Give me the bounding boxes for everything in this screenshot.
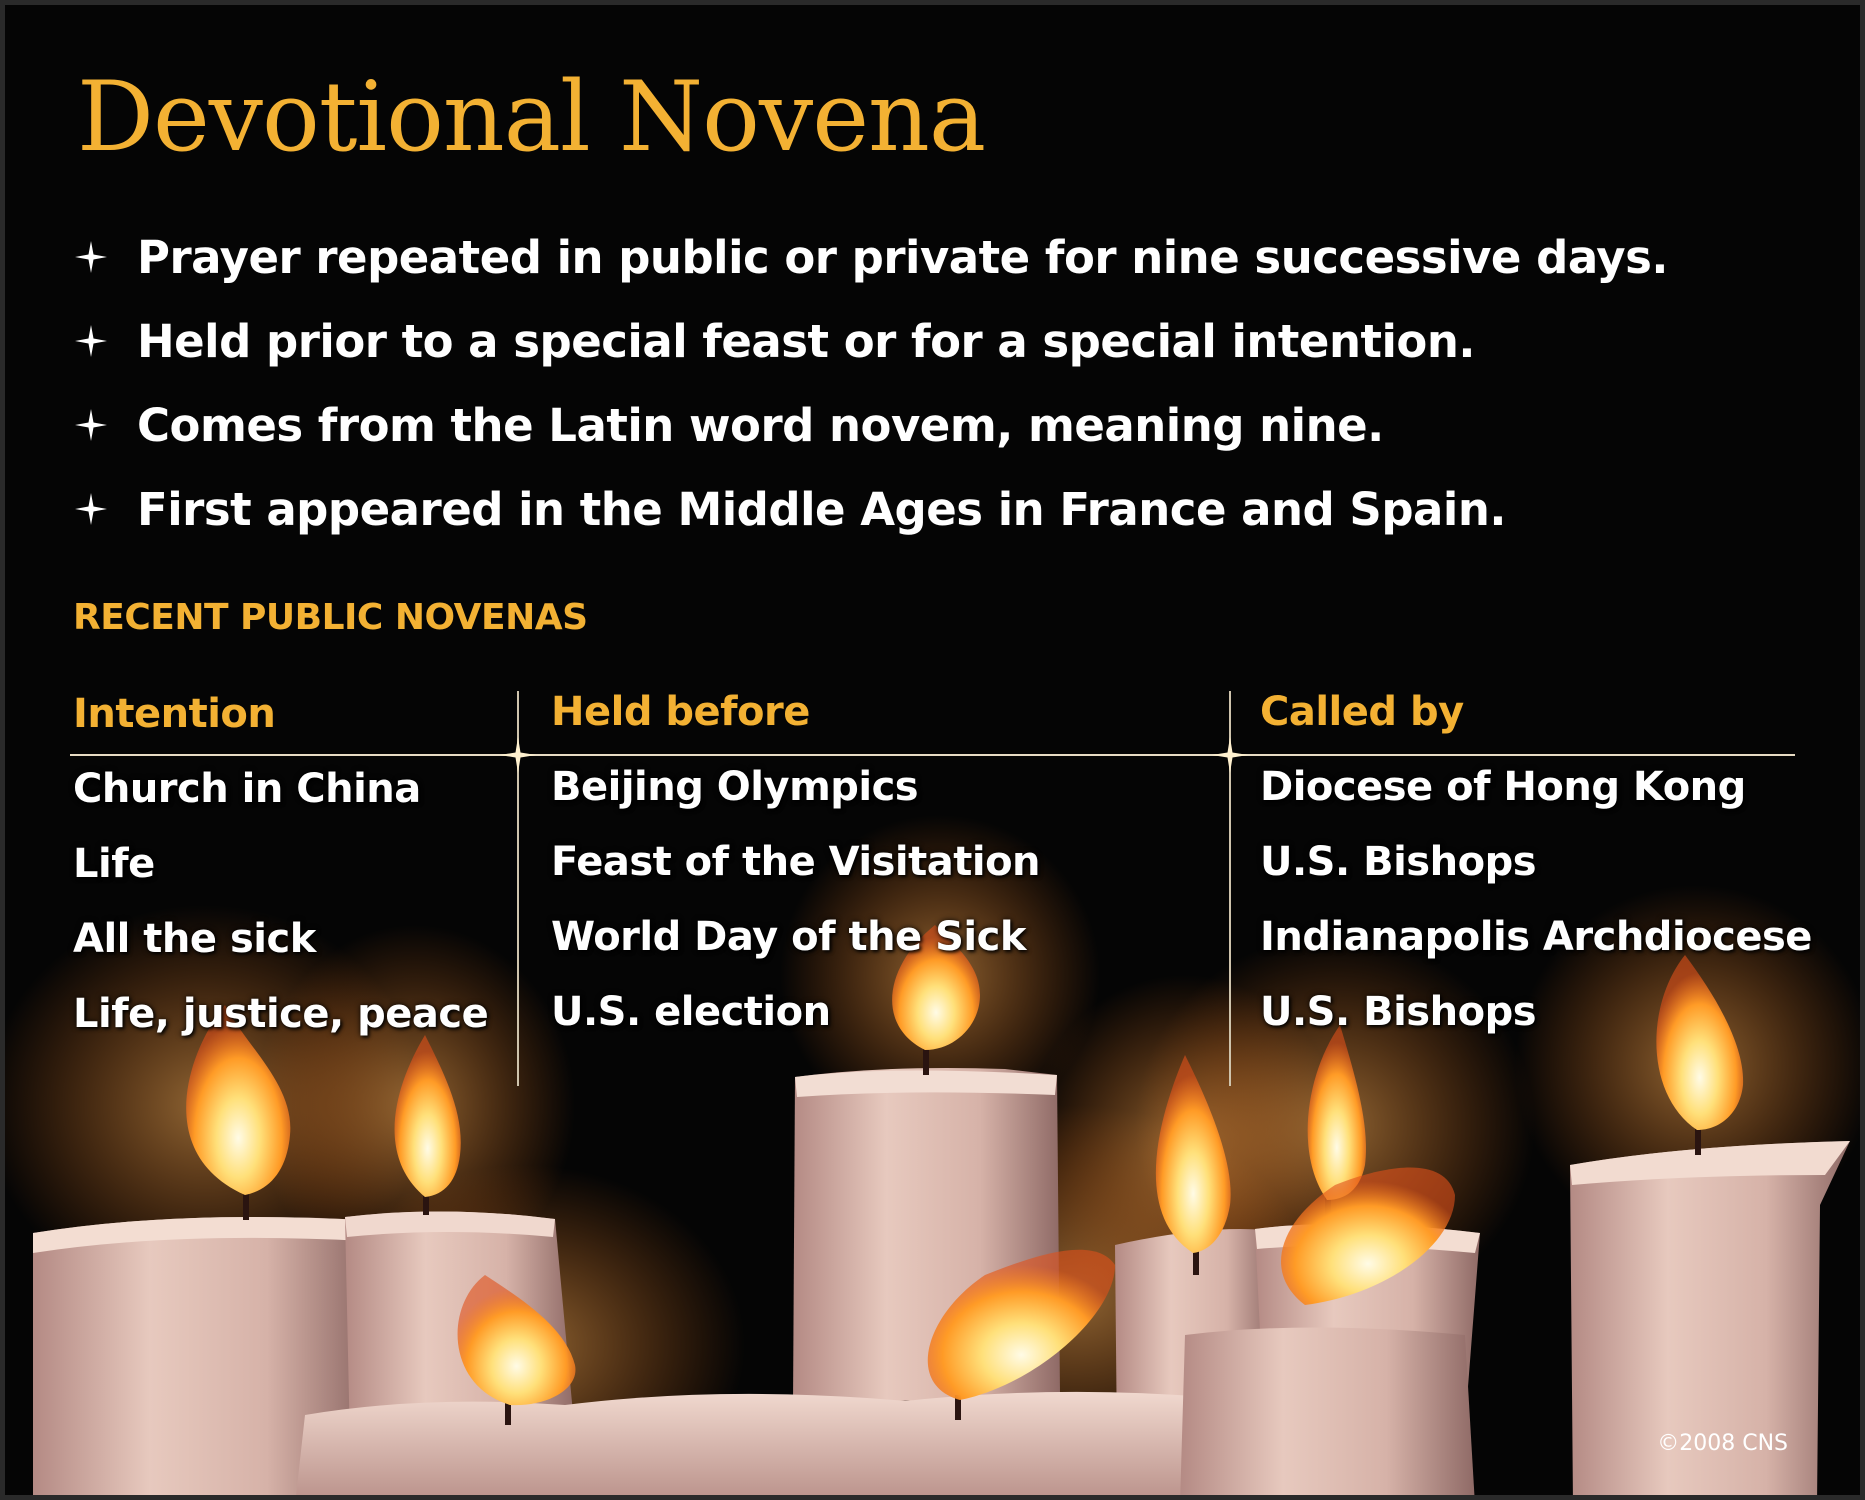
four-point-star-icon: [73, 239, 109, 275]
table-cell-held-before: U.S. election: [551, 989, 831, 1035]
bullet-text: Comes from the Latin word novem, meaning nine.: [137, 398, 1384, 452]
table-cell-held-before: World Day of the Sick: [551, 914, 1026, 960]
column-header-called-by: Called by: [1260, 689, 1464, 735]
sparkle-icon: [1208, 733, 1252, 777]
bullet-text: Held prior to a special feast or for a special intention.: [137, 314, 1475, 368]
bullet-list: [73, 215, 1668, 551]
four-point-star-icon: [73, 323, 109, 359]
table-cell-intention: Church in China: [73, 766, 421, 812]
bullet-item: [73, 467, 1668, 551]
bullet-item: [73, 383, 1668, 467]
sparkle-icon: [496, 733, 540, 777]
table-cell-intention: All the sick: [73, 916, 316, 962]
four-point-star-icon: [73, 491, 109, 527]
section-heading: RECENT PUBLIC NOVENAS: [73, 597, 588, 638]
table-cell-held-before: Feast of the Visitation: [551, 839, 1041, 885]
table-cell-held-before: Beijing Olympics: [551, 764, 919, 810]
table-cell-called-by: Diocese of Hong Kong: [1260, 764, 1746, 810]
four-point-star-icon: [73, 407, 109, 443]
bullet-text: First appeared in the Middle Ages in France and Spain.: [137, 482, 1506, 536]
table-cell-intention: Life: [73, 841, 155, 887]
column-header-held-before: Held before: [551, 689, 810, 735]
column-header-intention: Intention: [73, 691, 276, 737]
table-cell-called-by: U.S. Bishops: [1260, 839, 1537, 885]
bullet-text: Prayer repeated in public or private for nine successive days.: [137, 230, 1669, 284]
header-rule: [70, 754, 1795, 756]
table-cell-called-by: U.S. Bishops: [1260, 989, 1537, 1035]
bullet-item: [73, 215, 1668, 299]
table-cell-called-by: Indianapolis Archdiocese: [1260, 914, 1812, 960]
bullet-item: [73, 299, 1668, 383]
table-cell-intention: Life, justice, peace: [73, 991, 489, 1037]
copyright-credit: ©2008 CNS: [1657, 1431, 1788, 1456]
page-title: Devotional Novena: [77, 61, 986, 173]
